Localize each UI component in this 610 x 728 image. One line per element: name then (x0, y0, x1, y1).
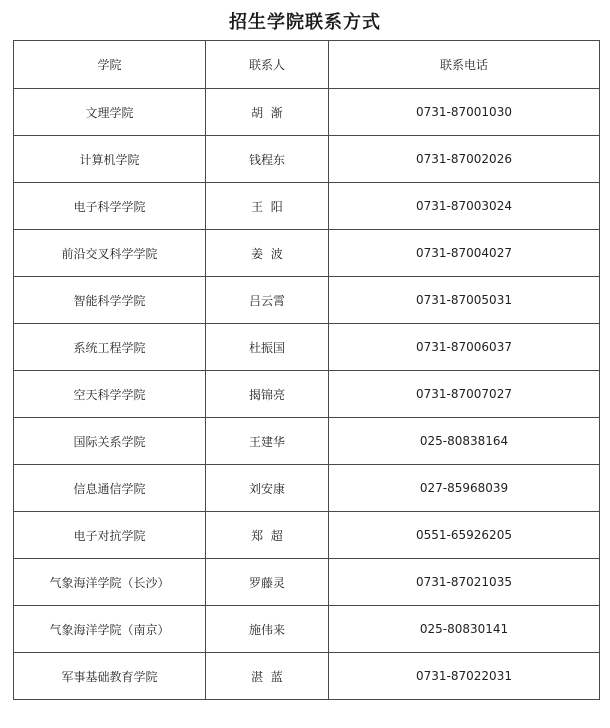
table-row (14, 230, 600, 277)
page-title: 招生学院联系方式 (229, 12, 381, 33)
phone-cell: 025-80838164 (329, 418, 600, 465)
phone-cell: 0731-87021035 (329, 559, 600, 606)
table-header-row (14, 41, 600, 89)
column-header-contact: 联系人 (206, 41, 329, 89)
table-row (14, 653, 600, 700)
table-row (14, 324, 600, 371)
contact-cell: 王 阳 (206, 183, 329, 230)
contacts-table (13, 40, 600, 700)
table-row (14, 606, 600, 653)
college-cell: 计算机学院 (14, 136, 206, 183)
table-row (14, 136, 600, 183)
contact-cell: 罗藤灵 (206, 559, 329, 606)
phone-cell: 0731-87002026 (329, 136, 600, 183)
phone-cell: 025-80830141 (329, 606, 600, 653)
college-cell: 军事基础教育学院 (14, 653, 206, 700)
phone-cell: 0731-87006037 (329, 324, 600, 371)
college-cell: 气象海洋学院（长沙） (14, 559, 206, 606)
contact-cell: 湛 蓝 (206, 653, 329, 700)
college-cell: 国际关系学院 (14, 418, 206, 465)
contact-cell: 钱程东 (206, 136, 329, 183)
college-cell: 电子科学学院 (14, 183, 206, 230)
phone-cell: 027-85968039 (329, 465, 600, 512)
contact-cell: 郑 超 (206, 512, 329, 559)
contact-cell: 王建华 (206, 418, 329, 465)
contact-cell: 刘安康 (206, 465, 329, 512)
contact-cell: 施伟来 (206, 606, 329, 653)
contact-cell: 姜 波 (206, 230, 329, 277)
college-cell: 系统工程学院 (14, 324, 206, 371)
college-cell: 空天科学学院 (14, 371, 206, 418)
table-row (14, 183, 600, 230)
phone-cell: 0731-87022031 (329, 653, 600, 700)
phone-cell: 0731-87004027 (329, 230, 600, 277)
phone-cell: 0731-87001030 (329, 89, 600, 136)
college-cell: 智能科学学院 (14, 277, 206, 324)
contact-cell: 吕云霄 (206, 277, 329, 324)
table-row (14, 559, 600, 606)
phone-cell: 0551-65926205 (329, 512, 600, 559)
column-header-phone: 联系电话 (329, 41, 600, 89)
phone-cell: 0731-87007027 (329, 371, 600, 418)
contact-cell: 杜振国 (206, 324, 329, 371)
table-row (14, 371, 600, 418)
college-cell: 气象海洋学院（南京） (14, 606, 206, 653)
table-row (14, 418, 600, 465)
college-cell: 信息通信学院 (14, 465, 206, 512)
phone-cell: 0731-87003024 (329, 183, 600, 230)
contact-cell: 胡 渐 (206, 89, 329, 136)
contact-cell: 揭锦亮 (206, 371, 329, 418)
college-cell: 文理学院 (14, 89, 206, 136)
college-cell: 前沿交叉科学学院 (14, 230, 206, 277)
table-row (14, 277, 600, 324)
phone-cell: 0731-87005031 (329, 277, 600, 324)
column-header-college: 学院 (14, 41, 206, 89)
college-cell: 电子对抗学院 (14, 512, 206, 559)
table-row (14, 512, 600, 559)
table-row (14, 465, 600, 512)
table-row (14, 89, 600, 136)
